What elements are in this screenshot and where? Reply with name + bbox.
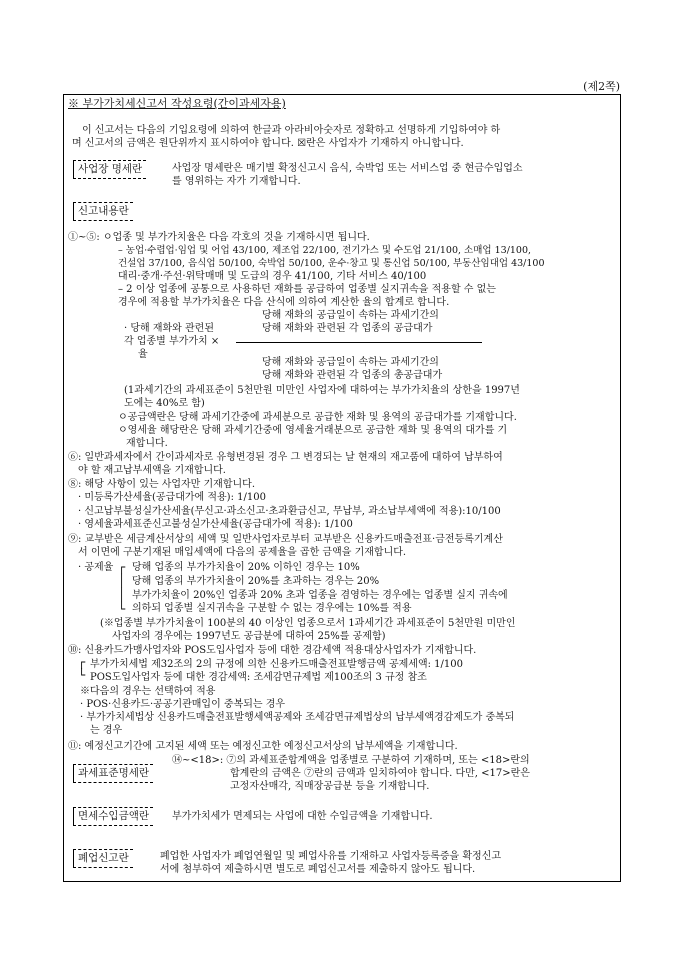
intro-line: 이 신고서는 다음의 기입요령에 의하여 한글과 아라비아숫자로 정확하고 선명하게 기입하여야 하 xyxy=(82,125,501,136)
item-10-line: 부가가치세법 제32조의 2의 규정에 의한 신용카드매출전표발행금액 공제세액: 1/100 xyxy=(90,659,463,670)
intro-line: 며 신고서의 금액은 원단위까지 표시하여야 합니다. ☒란은 사업자가 기재하지 아니합니다. xyxy=(72,138,464,149)
item-9-line: 당해 업종의 부가가치율이 20%를 초과하는 경우는 20% xyxy=(132,576,380,587)
tax-base-label: 과세표준명세란 xyxy=(73,764,153,783)
item-1-5-line: 재합니다. xyxy=(126,438,168,449)
item-6-line: 야 할 재고납부세액을 기재합니다. xyxy=(78,465,226,476)
item-10-line: 는 경우 xyxy=(90,725,123,736)
item-1-5-line: (1과세기간의 과세표준이 5천만원 미만인 사업자에 대하여는 부가가치율의 상한을 1997년 xyxy=(124,385,520,396)
formula-numerator: 당해 재화의 공급일이 속하는 과세기간의 xyxy=(262,310,439,321)
bracket-glyph: ┌ │ │ └ xyxy=(118,560,126,616)
item-10-line: ※다음의 경우는 선택하여 적용 xyxy=(80,686,216,697)
closure-line: 서에 첨부하여 제출하시면 별도로 폐업신고서를 제출하지 않아도 됩니다. xyxy=(160,864,476,875)
item-8-line: · 영세율과세표준신고불성실가산세율(공급대가에 적용): 1/100 xyxy=(78,519,353,530)
item-10-line: · POS·신용카드·공공기관매입이 중복되는 경우 xyxy=(80,699,286,710)
item-9-line: 당해 업종의 부가가치율이 20% 이하인 경우는 10% xyxy=(132,562,360,573)
item-8-line: · 미등록가산세율(공급대가에 적용): 1/100 xyxy=(78,492,266,503)
item-1-5-line: – 2 이상 업종에 공통으로 사용하던 재화를 공급하여 업종별 실지귀속을 적용할 수 없는 xyxy=(118,284,496,295)
business-spec-line: 사업장 명세란은 매기별 확정신고시 음식, 숙박업 또는 서비스업 중 현금수입업소 xyxy=(172,163,523,174)
formula-denominator: 당해 재화와 관련된 각 업종의 총공급대가 xyxy=(262,370,443,381)
formula-denominator: 당해 재화와 공급일이 속하는 과세기간의 xyxy=(262,357,439,368)
document-title: ※ 부가가치세신고서 작성요령(간이과세자용) xyxy=(68,97,286,110)
formula-left: 각 업종별 부가가치 × xyxy=(124,336,220,347)
item-1-5-line: 대리·중개·주선·위탁매매 및 도급의 경우 41/100, 기타 서비스 40/100 xyxy=(118,271,427,282)
exempt-income-label: 면세수입금액란 xyxy=(73,807,153,826)
item-1-5-line: 경우에 적용할 부가가치율은 다음 산식에 의하여 계산한 율의 합계로 합니다. xyxy=(118,297,450,308)
item-1-5-line: ㅇ영세율 해당란은 당해 과세기간중에 영세율거래분으로 공급한 재화 및 용역의 대가를 기 xyxy=(118,425,508,436)
closure-line: 폐업한 사업자가 폐업연월일 및 폐업사유를 기재하고 사업자등록증을 확정신고 xyxy=(160,851,502,862)
item-10-line: POS도입사업자 등에 대한 경감세액: 조세감면규제법 제100조의 3 규정 참조 xyxy=(90,672,427,683)
item-10-line: · 부가가치세법상 신용카드매출전표발행세액공제와 조세감면규제법상의 납부세액경감제도가 중복되 xyxy=(80,712,515,723)
business-spec-label: 사업장 명세란 xyxy=(73,160,146,179)
closure-label: 폐업신고란 xyxy=(73,849,133,868)
item-9-line: 서 이면에 구분기재된 매입세액에 다음의 공제율을 곱한 금액을 기재합니다. xyxy=(78,547,407,558)
item-9-line: 사업자의 경우에는 1997년도 공급분에 대하여 25%를 공제함) xyxy=(112,631,386,642)
tax-base-line: 고정자산매각, 직매장공급분 등을 기재합니다. xyxy=(230,781,430,792)
page-number: (제2쪽) xyxy=(583,80,620,93)
item-6-line: ⑥: 일반과세자에서 간이과세자로 유형변경된 경우 그 변경되는 날 현재의 재고품에 대하여 납부하여 xyxy=(68,452,503,463)
item-1-5-line: – 농업·수렵업·임업 및 어업 43/100, 제조업 22/100, 전기가스 및 수도업 21/100, 소매업 13/100, xyxy=(118,245,532,256)
formula-numerator: 당해 재화와 관련된 각 업종의 공급대가 xyxy=(262,323,433,334)
bracket-glyph: ┌ └ xyxy=(78,655,86,682)
formula-left: 율 xyxy=(138,349,148,360)
item-1-5-line: 건설업 37/100, 음식업 50/100, 숙박업 50/100, 운수·창고 및 통신업 50/100, 부동산임대업 43/100 xyxy=(118,258,545,269)
item-8-line: · 신고납부불성실가산세율(무신고·과소신고·초과환급신고, 무납부, 과소납부세액에 적용):10/100 xyxy=(78,506,501,517)
item-10-line: ⑩: 신용카드가맹사업자와 POS도입사업자 등에 대한 경감세액 적용대상사업자가 기재합니다. xyxy=(68,645,477,656)
item-9-line: · 공제율 xyxy=(78,562,114,573)
tax-base-line: 합계란의 금액은 ⑦란의 금액과 일치하여야 합니다. 다만, <17>란은 xyxy=(230,768,530,779)
exempt-income-text: 부가가치세가 면제되는 사업에 대한 수입금액을 기재합니다. xyxy=(172,811,433,822)
item-9-line: 부가가치율이 20%인 업종과 20% 초과 업종을 겸영하는 경우에는 업종별 실지 귀속에 xyxy=(132,590,508,601)
item-9-line: ⑨: 교부받은 세금계산서상의 세액 및 일반사업자로부터 교부받은 신용카드매출전표·금전등록기계산 xyxy=(68,534,503,545)
item-1-5-line: ①~⑤: ㅇ업종 및 부가가치율은 다음 각호의 것을 기재하시면 됩니다. xyxy=(68,232,370,243)
item-11-line: ⑪: 예정신고기간에 고지된 세액 또는 예정신고한 예정신고서상의 납부세액을 기재합니다. xyxy=(68,741,458,752)
business-spec-line: 를 영위하는 자가 기재합니다. xyxy=(172,176,301,187)
item-9-line: (※업종별 부가가치율이 100분의 40 이상인 업종으로서 1과세기간 과세표준이 5천만원 미만인 xyxy=(100,618,516,629)
formula-left: · 당해 재화와 관련된 xyxy=(124,323,214,334)
item-1-5-line: 도에는 40%로 함) xyxy=(124,398,205,409)
fraction-line xyxy=(236,342,482,343)
item-8-line: ⑧: 해당 사항이 있는 사업자만 기재합니다. xyxy=(68,479,256,490)
item-9-line: 의하되 업종별 실지귀속을 구분할 수 없는 경우에는 10%를 적용 xyxy=(132,603,412,614)
report-content-label: 신고내용란 xyxy=(73,202,133,221)
item-1-5-line: ㅇ공급액란은 당해 과세기간중에 과세분으로 공급한 재화 및 용역의 공급대가를 기재합니다. xyxy=(118,412,517,423)
tax-base-line: ⑭~<18>: ⑦의 과세표준합계액을 업종별로 구분하여 기재하며, 또는 <18>란의 xyxy=(172,755,530,766)
